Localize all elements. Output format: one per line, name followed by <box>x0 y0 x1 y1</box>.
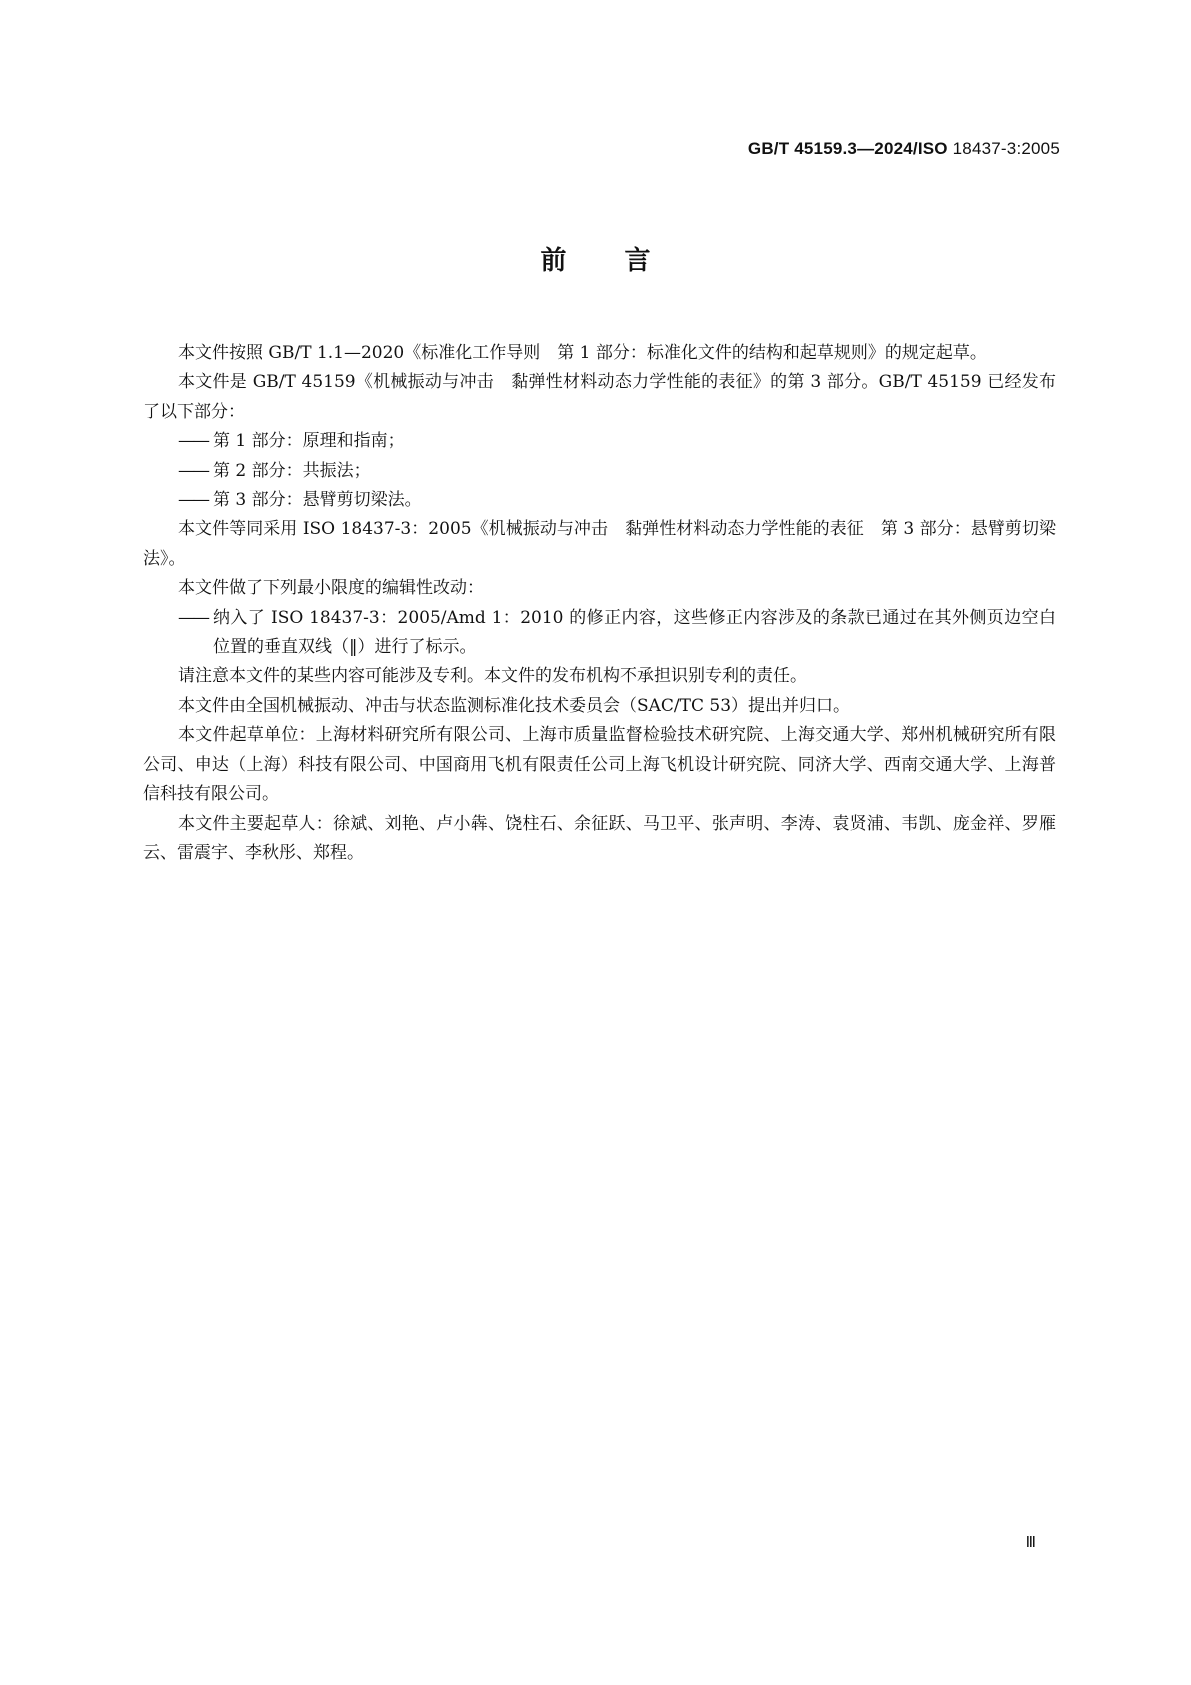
paragraph-drafters: 本文件主要起草人：徐斌、刘艳、卢小犇、饶柱石、余征跃、马卫平、张声明、李涛、袁贤浦、韦凯、庞金祥、罗雁云、雷震宇、李秋彤、郑程。 <box>143 813 1056 863</box>
list-item-amendment <box>143 604 1056 663</box>
document-number-main: GB/T 45159.3—2024/ISO <box>747 139 948 158</box>
document-number <box>748 139 1060 159</box>
page-number: Ⅲ <box>1025 1533 1036 1551</box>
paragraph-committee: 本文件由全国机械振动、冲击与状态监测标准化技术委员会（SAC/TC 53）提出并归口。 <box>178 695 851 716</box>
paragraph-patent-notice: 请注意本文件的某些内容可能涉及专利。本文件的发布机构不承担识别专利的责任。 <box>178 666 807 687</box>
list-item-text: 第 3 部分：悬臂剪切梁法。 <box>213 490 422 511</box>
list-item-part-2 <box>143 457 1056 486</box>
dash-mark: —— <box>178 607 208 628</box>
document-number-iso-part: 18437-3:2005 <box>952 139 1060 158</box>
paragraph-adoption: 本文件等同采用 ISO 18437-3：2005《机械振动与冲击 黏弹性材料动态力学性能的表征 第 3 部分：悬臂剪切梁法》。 <box>143 519 1056 569</box>
list-item-part-1 <box>143 427 1056 456</box>
dash-mark: —— <box>178 431 208 452</box>
foreword-body <box>143 339 1056 868</box>
paragraph-drafting-basis: 本文件按照 GB/T 1.1—2020《标准化工作导则 第 1 部分：标准化文件的结构和起草规则》的规定起草。 <box>178 343 987 363</box>
paragraph-drafting-units: 本文件起草单位：上海材料研究所有限公司、上海市质量监督检验技术研究院、上海交通大学、郑州机械研究所有限公司、申达（上海）科技有限公司、中国商用飞机有限责任公司上海飞机设计研究院、同济大学、西南交通大学、上海普信科技有限公司。 <box>143 725 1056 805</box>
paragraph-editorial-changes: 本文件做了下列最小限度的编辑性改动： <box>178 578 484 599</box>
list-item-text: 第 2 部分：共振法； <box>213 460 371 481</box>
list-item-text: 第 1 部分：原理和指南； <box>213 431 405 452</box>
list-item-text: 纳入了 ISO 18437-3：2005/Amd 1：2010 的修正内容，这些修正内容涉及的条款已通过在其外侧页边空白位置的垂直双线（‖）进行了标示。 <box>213 607 1056 658</box>
page-title-char-1: 前 <box>540 246 567 276</box>
dash-mark: —— <box>178 490 208 511</box>
list-item-part-3 <box>143 486 1056 515</box>
paragraph-series-info: 本文件是 GB/T 45159《机械振动与冲击 黏弹性材料动态力学性能的表征》的第 3 部分。GB/T 45159 已经发布了以下部分： <box>143 372 1056 422</box>
page-title <box>0 240 1191 277</box>
page-title-char-2: 言 <box>624 246 651 276</box>
dash-mark: —— <box>178 460 208 481</box>
